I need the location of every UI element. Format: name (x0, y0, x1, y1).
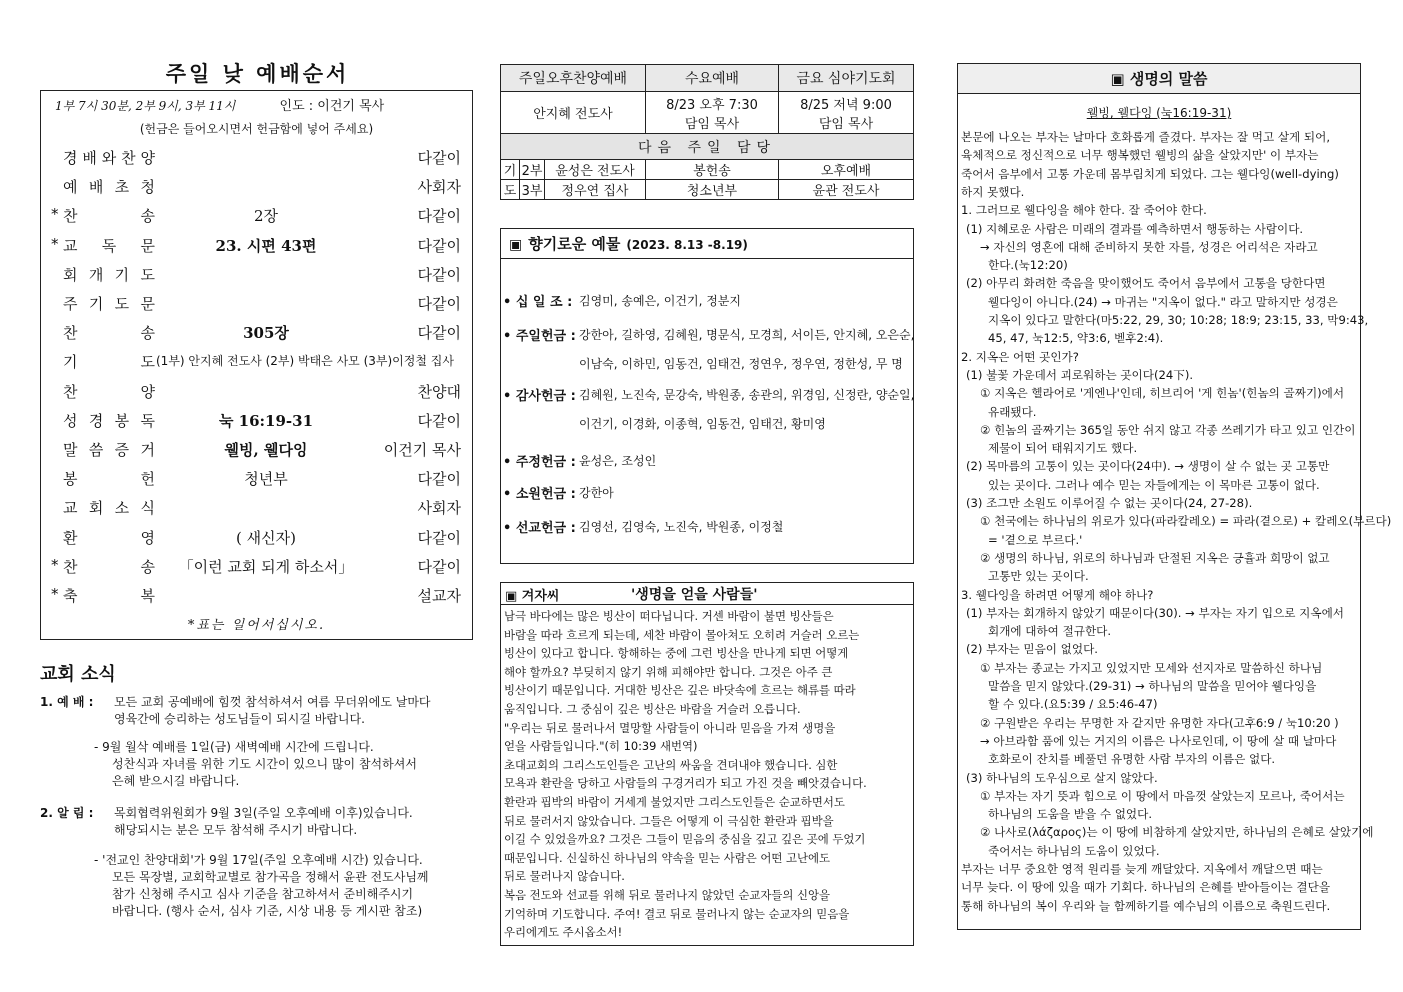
sermon-subtitle: 웰빙, 웰다잉 (눅16:19-31) (1086, 106, 1232, 120)
sermon-text-line: ② 나사로(λάζαρος)는 이 땅에 비참하게 살았지만, 하나님의 은혜로 살았기에 (980, 825, 1374, 840)
order-name-char: 초 (114, 178, 130, 197)
order-item-name (63, 176, 155, 197)
next-sunday-title: 다음 주일 담당 (501, 134, 914, 160)
schedule-header-wednesday: 수요예배 (646, 65, 779, 92)
friday-time: 8/25 저녁 9:00 (800, 97, 892, 113)
order-name-char: 문 (140, 236, 155, 255)
order-item-name (63, 264, 155, 285)
order-name-char: 와 (101, 149, 117, 167)
order-item-detail: 웰빙, 웰다잉 (224, 441, 308, 459)
order-name-char: 복 (140, 587, 155, 605)
order-name-char: 소 (114, 499, 130, 518)
stand-marker: * (51, 585, 59, 603)
sermon-text-line: 2. 지옥은 어떤 곳인가? (961, 349, 1079, 364)
mustard-text-line: 초대교회의 그리스도인들은 고난의 싸움을 견뎌내야 했습니다. 심한 (504, 757, 838, 772)
sermon-text-line: ② 힌놈의 골짜기는 365일 동안 쉬지 않고 각종 쓰레기가 타고 있고 인간이 (980, 422, 1356, 437)
afternoon-service-label: 오후예배 (779, 160, 914, 180)
worship-order-title: 주일 낮 예배순서 (165, 61, 350, 86)
sermon-text-line: 3. 웰다잉을 하려면 어떻게 해야 하나? (961, 587, 1154, 602)
mustard-text-line: "우리는 뒤로 물러나서 멸망할 사람들이 아니라 믿음을 가져 생명을 (504, 720, 836, 735)
order-name-char: 찬 (63, 207, 78, 226)
order-name-char: 기 (114, 265, 130, 284)
offering-names: 이건기, 이경화, 이종혁, 임동건, 임태건, 황미영 (579, 417, 826, 431)
mustard-text-line: 모욕과 환란을 당하고 사람들의 구경거리가 되고 가진 것을 빼앗겼습니다. (504, 776, 867, 791)
sermon-text-line: 하나님의 도움을 받을 수 없었다. (988, 807, 1153, 822)
news-text: 목회협력위원회가 9월 3일(주일 오후예배 이후)있습니다. (114, 806, 413, 820)
order-item-name (63, 235, 155, 256)
sermon-text-line: (1) 부자는 회개하지 않았기 때문이다(30). → 부자는 자기 입으로 지옥에서 (966, 605, 1344, 620)
order-row (51, 235, 469, 257)
mustard-text-line: 얻을 사람들입니다."(히 10:39 새번역) (504, 739, 698, 754)
mustard-text-line: 해야 할까요? 부딪히지 않기 위해 피해야만 합니다. 그것은 아주 큰 (504, 664, 833, 679)
news-text: 참가 신청해 주시고 심사 기준을 참고하셔서 준비해주시기 (112, 887, 414, 901)
sermon-text-line: 죽어서는 하나님의 도움이 있었다. (988, 843, 1160, 858)
offering-label (503, 325, 576, 344)
offering-type: • 십 일 조 : (503, 295, 573, 310)
offering-type: • 선교헌금 : (503, 521, 576, 536)
mustard-text-line: 이길 수 있었을까요? 그것은 그들이 믿음의 중심을 깊고 깊은 곳에 두었기 (504, 832, 866, 847)
order-name-char: 찬 (63, 557, 78, 576)
order-name-char: 영 (140, 528, 155, 547)
order-item-name (63, 293, 155, 314)
order-item-name (63, 527, 155, 548)
sermon-text-line: → 아브라함 품에 있는 거지의 이름은 나사로인데, 이 땅에 살 때 날마다 (980, 733, 1337, 748)
order-row (51, 351, 469, 373)
sermon-text-line: (2) 부자는 믿음이 없었다. (966, 642, 1098, 657)
order-item-detail: 눅 16:19-31 (218, 411, 314, 430)
order-name-char: 식 (140, 499, 155, 518)
order-row (51, 176, 469, 198)
offertory-group: 청소년부 (646, 180, 779, 200)
sermon-text-line: = '곁으로 부르다.' (988, 532, 1083, 547)
part-2-prayer: 윤성은 전도사 (545, 160, 646, 180)
order-item-leader: 이건기 목사 (383, 441, 461, 459)
order-name-char: 경 (63, 149, 78, 167)
part-2-label: 2부 (520, 160, 545, 180)
order-name-char: 찬 (121, 149, 136, 167)
service-times: 1부 7시 30분, 2부 9시, 3부 11시 (55, 99, 236, 113)
order-item-detail: 2장 (253, 207, 279, 226)
sermon-text-line: ① 지옥은 헬라어로 '게엔나'인데, 히브리어 '게 힌놈'(힌놈의 골짜기)에서 (980, 386, 1345, 401)
news-label: 2. 알 림 : (40, 806, 94, 820)
offering-names: 김영미, 송예은, 이건기, 정분지 (579, 294, 741, 308)
mustard-text-line: 복음 전도와 선교를 위해 뒤로 물러나지 않았던 순교자들의 신앙을 (504, 888, 831, 902)
order-name-char: 양 (140, 382, 155, 401)
news-text: 모든 목장별, 교회학교별로 참가곡을 정해서 윤관 전도사님께 (112, 870, 429, 884)
order-item-detail: 「이런 교회 되게 하소서」 (178, 557, 354, 576)
order-name-char: 말 (63, 441, 78, 459)
sermon-text-line: 있는 곳이다. 그러나 예수 믿는 자들에게는 이 목마른 고통이 없다. (988, 477, 1320, 492)
order-item-detail: 청년부 (244, 470, 288, 489)
sermon-text-line: 호화로이 잔치를 베풀던 유명한 사람 부자의 이름은 없다. (988, 752, 1276, 767)
sermon-text-line: 제물이 되어 태워지기도 했다. (988, 441, 1138, 456)
mustard-text-line: 빙산이기 때문입니다. 거대한 빙산은 깊은 바닷속에 흐르는 해류를 따라 (504, 683, 856, 698)
order-row (51, 439, 469, 461)
stand-note: *표는 일어서십시오. (187, 618, 326, 633)
sermon-text-line: (2) 목마름의 고통이 있는 곳이다(24中). → 생명이 살 수 없는 곳 고통만 (966, 459, 1330, 474)
afternoon-service-leader: 윤관 전도사 (779, 180, 914, 200)
order-item-leader: 다같이 (417, 470, 461, 489)
news-item-notice (40, 805, 480, 845)
stand-marker: * (51, 205, 59, 224)
mustard-text-line: 움직입니다. 그 중심이 깊은 빙산은 바람을 거슬러 오릅니다. (504, 702, 801, 716)
order-item-name (63, 322, 155, 343)
mustard-header (501, 583, 913, 605)
afternoon-leader: 안지혜 전도사 (501, 92, 646, 134)
offering-names: 강한아, 길하영, 김혜원, 명문식, 모경희, 서이든, 안지혜, 오은순, (579, 328, 915, 342)
order-name-char: 기 (88, 295, 104, 313)
sermon-text-line: 고통만 있는 곳이다. (988, 569, 1089, 584)
order-row (51, 322, 469, 344)
offering-names: 윤성은, 조성인 (579, 454, 657, 468)
order-name-char: 헌 (140, 470, 155, 489)
order-item-detail: 23. 시편 43편 (215, 236, 317, 255)
order-name-char: 독 (101, 236, 117, 255)
order-name-char: 회 (63, 265, 78, 284)
offerings-title: 향기로운 예물 (528, 235, 621, 253)
offering-note: (헌금은 들어오시면서 헌금함에 넣어 주세요) (139, 122, 374, 136)
service-leader: 인도 : 이건기 목사 (279, 99, 385, 114)
mustard-text-line: 우리에게도 주시옵소서! (504, 925, 623, 940)
sermon-text-line: 지옥이 있다고 말한다(마5:22, 29, 30; 10:28; 18:9; 23:15, 33, 막9:43, (988, 313, 1369, 327)
order-name-char: 청 (140, 178, 155, 197)
mustard-text-line: 바람을 따라 흐르게 되는데, 세찬 바람이 몰아쳐도 오히려 거슬러 오르는 (504, 627, 860, 642)
order-name-char: 독 (140, 411, 155, 430)
order-item-name (63, 556, 155, 577)
offering-label (503, 385, 576, 404)
order-item-leader: 다같이 (417, 528, 461, 547)
order-item-leader: 다같이 (417, 149, 461, 167)
order-row (51, 264, 469, 286)
news-subitem-praise-contest (40, 852, 480, 922)
schedule-header-friday: 금요 심야기도회 (779, 65, 914, 92)
mustard-text-line: 환란과 핍박의 바람이 거세게 불었지만 그리스도인들은 순교하면서도 (504, 795, 845, 809)
order-name-char: 교 (63, 236, 78, 255)
sermon-text-line: (1) 지혜로운 사람은 미래의 결과를 예측하면서 행동하는 사람이다. (966, 221, 1304, 236)
wednesday-cell (646, 92, 779, 134)
offering-label (503, 483, 576, 502)
part-3-prayer: 정우연 집사 (545, 180, 646, 200)
order-name-char: 환 (63, 528, 78, 547)
order-name-char: 찬 (63, 382, 78, 401)
sermon-text-line: ① 부자는 종교는 가지고 있었지만 모세와 선지자로 말씀하신 하나님 (980, 660, 1323, 675)
order-item-leader: 다같이 (417, 295, 461, 313)
order-item-name (63, 205, 155, 226)
order-name-char: 도 (140, 353, 155, 372)
offering-label (503, 291, 572, 310)
sermon-text-line: 본문에 나오는 부자는 날마다 호화롭게 즐겼다. 부자는 잘 먹고 살게 되어, (961, 130, 1331, 144)
order-row (51, 293, 469, 315)
part-3-label: 3부 (520, 180, 545, 200)
order-item-name (63, 497, 155, 518)
offering-names: 이남숙, 이하민, 임동건, 임태건, 정연우, 정우연, 정한성, 무 명 (579, 357, 903, 371)
mustard-text-line: 뒤로 물러나지 않습니다. (504, 869, 625, 884)
offerings-box (500, 228, 914, 564)
order-item-name (63, 351, 155, 372)
offerings-header (501, 229, 913, 259)
news-text: - 9월 월삭 예배를 1일(금) 새벽예배 시간에 드립니다. (94, 740, 374, 754)
offering-names: 강한아 (579, 486, 614, 500)
sermon-text-line: 육체적으로 정신적으로 너무 행복했던 웰빙의 삶을 살았지만' 이 부자는 (961, 148, 1319, 163)
order-row (51, 585, 469, 607)
sermon-text-line: 웰다잉이 아니다.(24) → 마귀는 "지옥이 없다." 라고 말하지만 성경은 (988, 294, 1338, 309)
sermon-text-line: ① 천국에는 하나님의 위로가 있다(파라칼레오) = 파라(곁으로) + 칼레오(부르다) (980, 514, 1392, 529)
sermon-text-line: (3) 조그만 소원도 이루어질 수 없는 곳이다(24, 27-28). (966, 496, 1253, 510)
mustard-seed-box (500, 582, 914, 946)
mustard-text-line: 뒤로 물러서지 않았습니다. 그들은 어떻게 이 극심한 환란과 핍박을 (504, 813, 834, 828)
order-row (51, 468, 469, 490)
news-text: 모든 교회 공예배에 힘껏 참석하셔서 여름 무더위에도 날마다 (114, 695, 431, 709)
sermon-text-line: 회개에 대하여 절규한다. (988, 624, 1112, 639)
offerings-date: (2023. 8.13 -8.19) (626, 238, 748, 252)
news-text: - '전교인 찬양대회'가 9월 17일(주일 오후예배 시간) 있습니다. (94, 853, 423, 867)
prayer-label-gi: 기 (501, 160, 520, 180)
friday-leader: 담임 목사 (818, 116, 874, 132)
sermon-title: ▣ 생명의 말씀 (958, 64, 1360, 94)
sermon-text-line: → 자신의 영혼에 대해 준비하지 못한 자를, 성경은 어리석은 자라고 (980, 239, 1318, 254)
order-row (51, 497, 469, 519)
offering-names: 김혜원, 노진숙, 문강숙, 박원종, 송관의, 위경임, 신정란, 양순일, (579, 388, 915, 402)
offering-type: • 감사헌금 : (503, 389, 576, 404)
mustard-text-line: 빙산이 있다고 합니다. 항해하는 중에 그런 빙산을 만나게 되면 어떻게 (504, 646, 849, 661)
sermon-text-line: 통해 하나님의 복이 우리와 늘 함께하기를 예수님의 이름으로 축원드린다. (961, 898, 1331, 913)
offering-type: • 주일헌금 : (503, 329, 576, 344)
order-name-char: 찬 (63, 324, 78, 343)
worship-order-box (40, 90, 473, 640)
mustard-text-line: 때문입니다. 신실하신 하나님의 약속을 믿는 사람은 어떤 고난에도 (504, 850, 831, 865)
order-item-leader: 다같이 (417, 207, 461, 226)
mustard-text-line: 남극 바다에는 많은 빙산이 떠다닙니다. 거센 바람이 불면 빙산들은 (504, 609, 834, 623)
sermon-text-line: 1. 그러므로 웰다잉을 해야 한다. 잘 죽어야 한다. (961, 203, 1207, 218)
offering-label (503, 451, 576, 470)
mustard-title: '생명을 얻을 사람들' (631, 587, 758, 603)
sermon-text-line: ② 생명의 하나님, 위로의 하나님과 단절된 지옥은 긍휼과 희망이 없고 (980, 550, 1330, 565)
square-icon: ▣ (509, 237, 523, 253)
sermon-text-line: ① 부자는 자기 뜻과 힘으로 이 땅에서 마음껏 살았는지 모르나, 죽어서는 (980, 788, 1345, 803)
order-name-char: 증 (114, 441, 130, 459)
order-name-char: 송 (140, 324, 155, 343)
order-name-char: 예 (63, 178, 78, 197)
sermon-text-line: (2) 아무리 화려한 죽음을 맞이했어도 죽어서 음부에서 고통을 당한다면 (966, 276, 1326, 291)
prayer-leaders: (1부) 안지혜 전도사 (2부) 박태은 사모 (3부)이정철 집사 (156, 354, 454, 369)
stand-marker: * (51, 234, 59, 253)
sermon-text-line: 죽어서 음부에서 고통 가운데 몸부림치게 되었다. 그는 웰다잉(well-dying) (961, 166, 1339, 181)
friday-cell (779, 92, 914, 134)
news-text: 영육간에 승리하는 성도님들이 되시길 바랍니다. (114, 712, 365, 726)
order-item-name (63, 410, 155, 431)
order-name-char: 거 (140, 441, 155, 459)
order-header (55, 95, 384, 114)
order-name-char: 문 (140, 295, 155, 313)
order-name-char: 씀 (88, 441, 104, 459)
order-item-name (63, 468, 155, 489)
news-label: 1. 예 배 : (40, 695, 94, 709)
order-item-leader: 다같이 (417, 411, 461, 430)
order-item-leader: 사회자 (417, 499, 461, 518)
order-item-leader: 다같이 (417, 265, 461, 284)
wednesday-time: 8/23 오후 7:30 (666, 97, 758, 113)
order-item-leader: 설교자 (417, 587, 461, 605)
sermon-text-line: 말씀을 믿지 않았다.(29-31) → 하나님의 말씀을 믿어야 웰다잉을 (988, 679, 1317, 693)
news-text: 해당되시는 분은 모두 참석해 주시기 바랍니다. (114, 823, 358, 837)
order-name-char: 송 (140, 207, 155, 226)
order-item-detail: 305장 (243, 324, 289, 343)
order-name-char: 봉 (114, 411, 130, 430)
order-item-name (63, 381, 155, 402)
order-row (51, 147, 469, 169)
order-name-char: 교 (63, 499, 78, 518)
order-name-char: 회 (88, 499, 104, 518)
offertory-label: 봉헌송 (646, 160, 779, 180)
order-name-char: 개 (88, 265, 104, 284)
order-item-leader: 다같이 (417, 236, 461, 255)
order-row (51, 556, 469, 578)
sermon-box (957, 63, 1392, 930)
stand-marker: * (51, 555, 59, 574)
church-news-title: 교회 소식 (40, 664, 116, 685)
news-subitem-new-month (40, 739, 480, 791)
sermon-text-line: 부자는 너무 중요한 영적 원리를 늦게 깨달았다. 지옥에서 깨달으면 때는 (961, 862, 1323, 876)
offering-type: • 소원헌금 : (503, 487, 576, 502)
order-name-char: 배 (82, 149, 97, 167)
sermon-text-line: 할 수 있다.(요5:39 / 요5:46-47) (988, 697, 1158, 712)
order-item-leader: 찬양대 (417, 382, 461, 401)
offering-names: 김영선, 김영숙, 노진숙, 박원종, 이정철 (579, 520, 784, 534)
order-item-leader: 사회자 (417, 178, 461, 197)
order-name-char: 기 (63, 353, 78, 372)
order-name-char: 축 (63, 587, 78, 605)
order-name-char: 주 (63, 295, 78, 313)
order-name-char: 도 (114, 295, 130, 313)
order-row (51, 381, 469, 403)
order-name-char: 도 (140, 265, 155, 284)
order-item-leader: 다같이 (417, 324, 461, 343)
order-item-detail: ( 새신자) (236, 528, 296, 547)
sermon-text-line: 너무 늦다. 이 땅에 있을 때가 기회다. 하나님의 은혜를 받아들이는 결단을 (961, 880, 1331, 895)
order-name-char: 성 (63, 411, 78, 430)
sermon-text-line: 45, 47, 눅12:5, 약3:6, 벧후2:4). (988, 331, 1164, 346)
order-item-name (63, 439, 155, 460)
offering-label (503, 517, 576, 536)
mustard-label: ▣ 겨자씨 (505, 589, 560, 604)
sermon-text-line: ② 구원받은 우리는 무명한 자 같지만 유명한 자다(고후6:9 / 눅10:20 ) (980, 715, 1339, 730)
schedule-table (500, 64, 914, 200)
order-item-leader: 다같이 (417, 557, 461, 576)
order-name-char: 봉 (63, 470, 78, 489)
news-text: 바랍니다. (행사 순서, 심사 기준, 시상 내용 등 게시판 참조) (112, 904, 423, 918)
news-text: 성찬식과 자녀를 위한 기도 시간이 있으니 많이 참석하셔서 (112, 757, 417, 771)
schedule-header-afternoon: 주일오후찬양예배 (501, 65, 646, 92)
mustard-text-line: 기억하며 기도합니다. 주여! 결코 뒤로 물러나지 않는 순교자의 믿음을 (504, 906, 850, 921)
sermon-text-line: 하지 못했다. (961, 184, 1025, 199)
order-row (51, 527, 469, 549)
order-row (51, 205, 469, 227)
prayer-label-do: 도 (501, 180, 520, 200)
wednesday-leader: 담임 목사 (684, 116, 740, 132)
order-item-name (63, 585, 155, 606)
sermon-text-line: 한다.(눅12:20) (988, 258, 1068, 273)
order-item-name (63, 147, 155, 168)
sermon-text-line: (1) 불꽃 가운데서 괴로워하는 곳이다(24下). (966, 367, 1194, 382)
sermon-text-line: (3) 하나님의 도우심으로 살지 않았다. (966, 770, 1158, 785)
order-name-char: 송 (140, 557, 155, 576)
offering-type: • 주정헌금 : (503, 455, 576, 470)
order-name-char: 경 (88, 411, 104, 430)
order-row (51, 410, 469, 432)
order-name-char: 양 (140, 149, 155, 167)
order-name-char: 배 (88, 178, 104, 197)
news-item-worship (40, 694, 480, 734)
news-text: 은혜 받으시길 바랍니다. (112, 774, 240, 788)
sermon-text-line: 유래됐다. (988, 404, 1037, 419)
